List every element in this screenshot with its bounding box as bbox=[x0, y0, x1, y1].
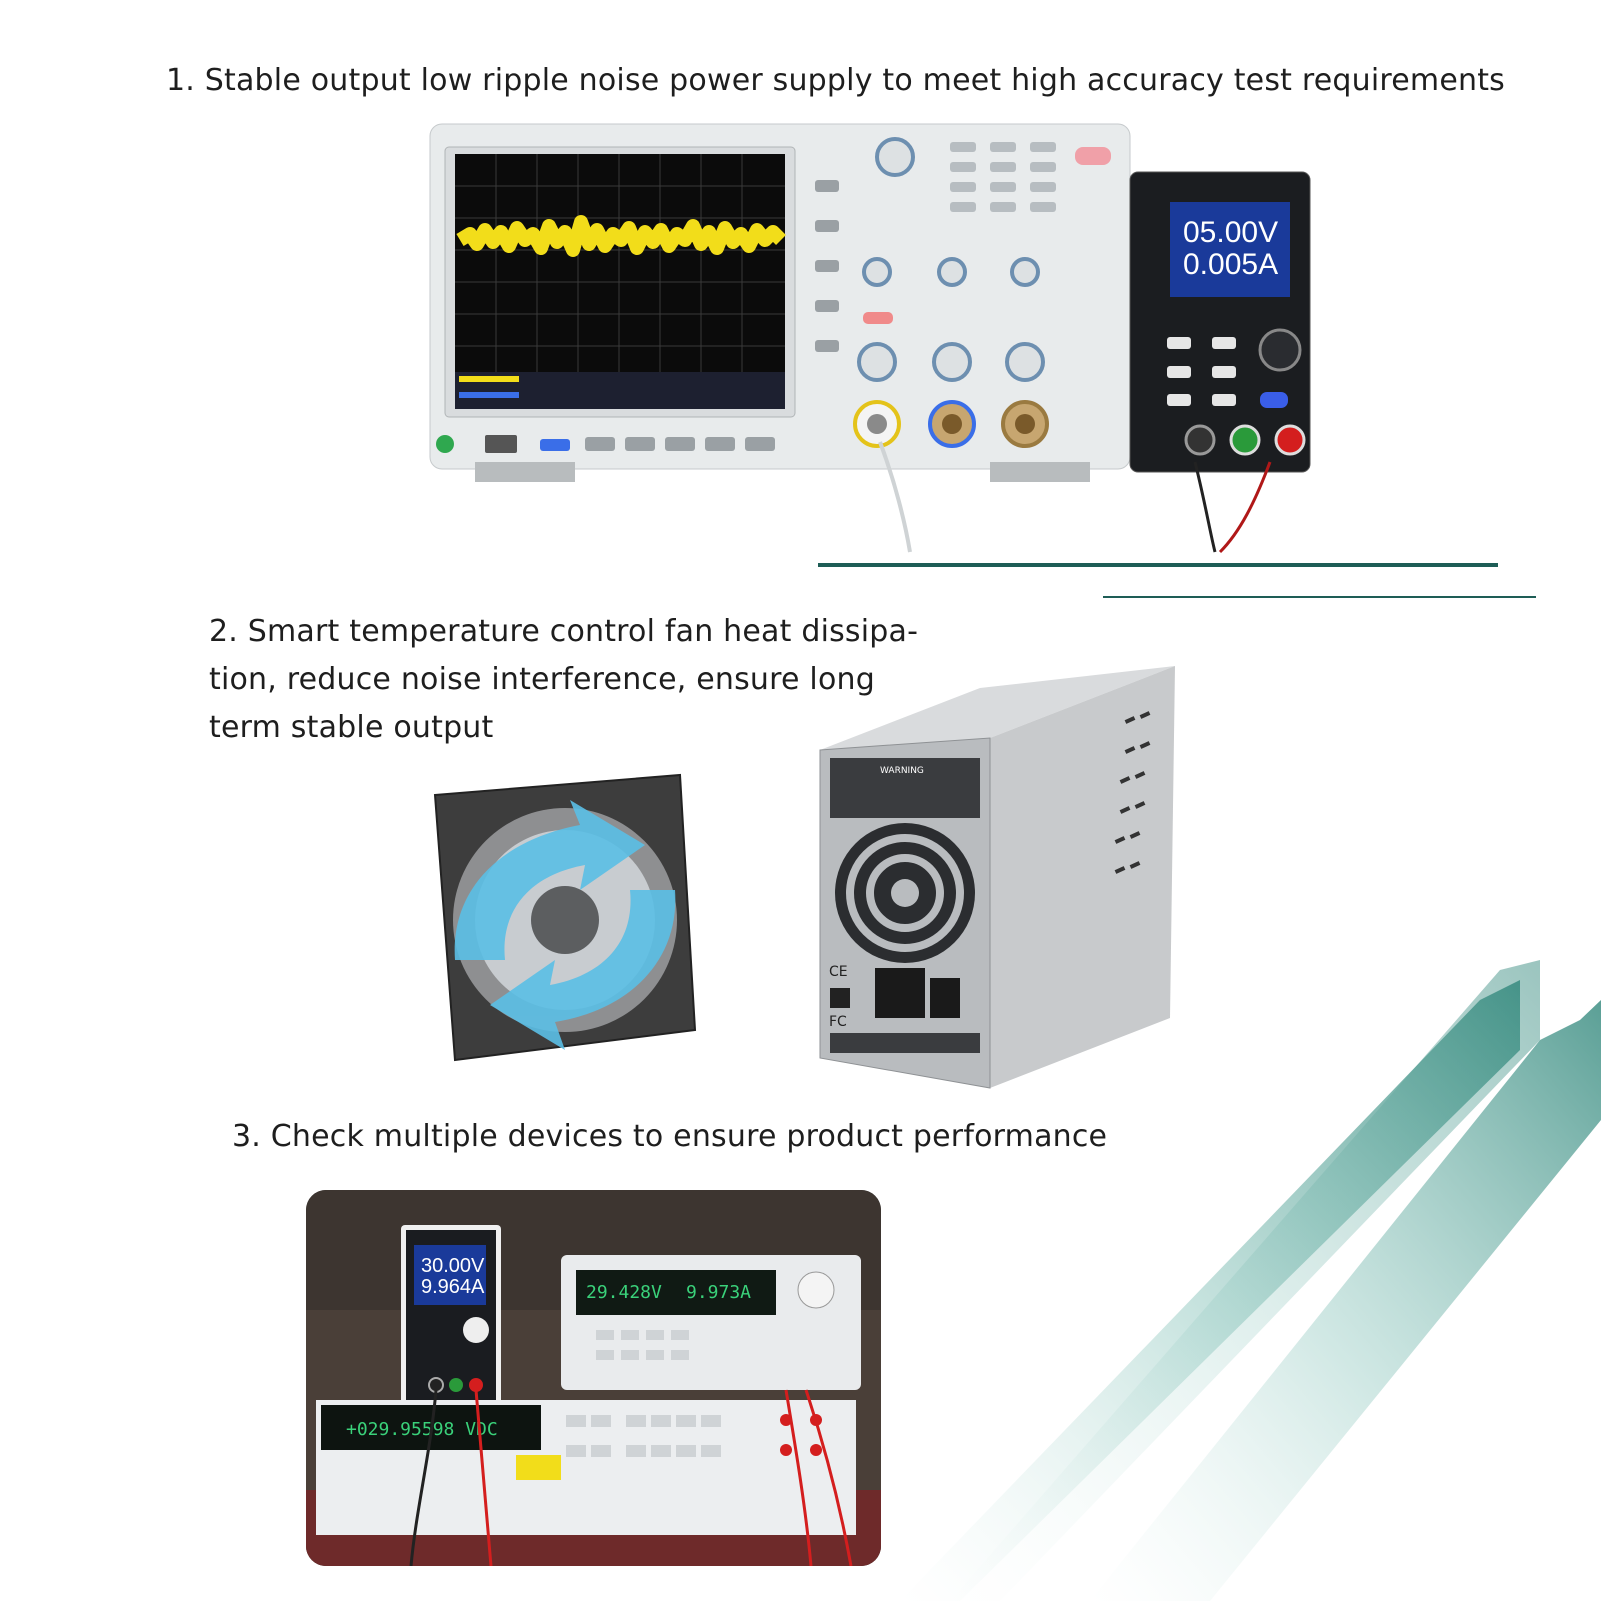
warning-label-text: WARNING bbox=[880, 766, 924, 776]
bnc-connectors bbox=[855, 402, 1047, 446]
section-divider bbox=[1103, 596, 1536, 598]
psu-rear-panel-photo bbox=[815, 658, 1180, 1098]
oscilloscope-foot bbox=[990, 462, 1090, 482]
spec-table bbox=[830, 1033, 980, 1053]
load-voltage-readout: 29.428V bbox=[586, 1282, 662, 1303]
screen-bottom-buttons bbox=[585, 437, 775, 451]
psu-side bbox=[990, 666, 1175, 1088]
section3-heading: 3. Check multiple devices to ensure product performance bbox=[232, 1119, 1108, 1154]
heading-line: tion, reduce noise interference, ensure long bbox=[209, 662, 875, 697]
caution-sticker bbox=[516, 1455, 561, 1480]
psu-terminal bbox=[469, 1378, 483, 1392]
oscilloscope-and-psu-photo bbox=[425, 122, 1345, 562]
psu-voltage-readout: 05.00V bbox=[1183, 216, 1279, 249]
psu-current-readout: 9.964A bbox=[421, 1276, 485, 1298]
red-test-lead bbox=[1220, 462, 1270, 552]
power-switch bbox=[930, 978, 960, 1018]
section1-heading: 1. Stable output low ripple noise power supply to meet high accuracy test requirements bbox=[166, 63, 1506, 98]
blue-key bbox=[540, 439, 570, 451]
psu-knob bbox=[1260, 330, 1300, 370]
ch1-label bbox=[459, 376, 519, 382]
power-button bbox=[436, 435, 454, 453]
test-bench-illustration bbox=[306, 1190, 881, 1566]
section2-heading bbox=[209, 608, 918, 752]
cooling-fan-photo bbox=[430, 770, 700, 1070]
fc-mark: FC bbox=[829, 1014, 847, 1030]
test-bench-photo bbox=[306, 1190, 881, 1566]
usb-b-port bbox=[830, 988, 850, 1008]
ce-mark: CE bbox=[829, 964, 848, 980]
psu-terminal bbox=[449, 1378, 463, 1392]
psu-current-readout: 0.005A bbox=[1183, 248, 1279, 281]
psu-terminals bbox=[1186, 426, 1304, 454]
ch1-button bbox=[863, 312, 893, 324]
fan-grille-center bbox=[891, 879, 919, 907]
black-test-lead bbox=[1195, 462, 1215, 552]
ac-inlet bbox=[875, 968, 925, 1018]
heading-line: term stable output bbox=[209, 710, 494, 745]
psu-voltage-readout: 30.00V bbox=[421, 1255, 485, 1277]
load-knob bbox=[798, 1272, 834, 1308]
run-stop-button bbox=[1075, 147, 1111, 165]
oscilloscope-foot bbox=[475, 462, 575, 482]
usb-port bbox=[485, 435, 517, 453]
psu-terminal bbox=[429, 1378, 443, 1392]
section-divider bbox=[818, 563, 1498, 567]
multimeter-readout: +029.95598 VDC bbox=[346, 1419, 498, 1440]
ch2-label bbox=[459, 392, 519, 398]
psu-knob bbox=[463, 1317, 489, 1343]
fan-hub bbox=[531, 886, 599, 954]
load-current-readout: 9.973A bbox=[686, 1282, 752, 1303]
heading-line: 2. Smart temperature control fan heat dissipa- bbox=[209, 614, 919, 649]
